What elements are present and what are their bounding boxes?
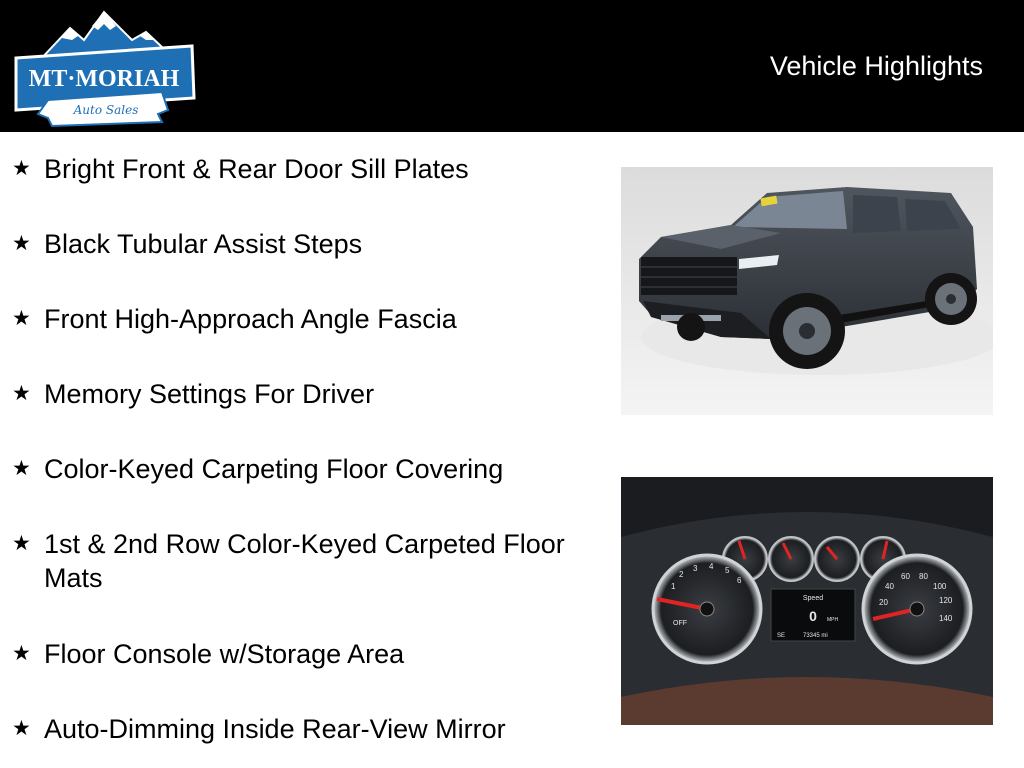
star-icon: ★ [12, 717, 31, 740]
highlight-text: Floor Console w/Storage Area [44, 639, 405, 669]
speed-unit: MPH [827, 617, 839, 623]
logo-name: MT·MORIAH [28, 66, 180, 92]
gear-indicator: SE [777, 633, 786, 639]
star-icon: ★ [12, 642, 31, 665]
tach-tick: 3 [693, 564, 698, 573]
list-item [12, 302, 592, 336]
suv-photo-icon [621, 167, 993, 415]
instrument-cluster-photo [621, 477, 993, 725]
highlight-text: Front High-Approach Angle Fascia [44, 304, 457, 334]
tach-tick: 4 [709, 562, 714, 571]
logo-tagline: Auto Sales [73, 103, 139, 117]
speed-label: Speed [802, 595, 824, 602]
speedo-tick: 100 [933, 582, 947, 591]
highlight-text: Color-Keyed Carpeting Floor Covering [44, 454, 504, 484]
tach-tick: 5 [725, 566, 730, 575]
speedo-tick: 120 [939, 596, 953, 605]
speedo-tick: 40 [885, 582, 894, 591]
tach-unit-label: OFF [673, 620, 687, 627]
star-icon: ★ [12, 457, 31, 480]
star-icon: ★ [12, 532, 31, 555]
highlights-list [0, 132, 600, 768]
page-title: Vehicle Highlights [769, 51, 983, 81]
list-item [12, 377, 592, 411]
tach-tick: 2 [679, 570, 684, 579]
star-icon: ★ [12, 382, 31, 405]
list-item [12, 637, 592, 671]
speedo-tick: 20 [879, 598, 888, 607]
star-icon: ★ [12, 307, 31, 330]
tach-tick: 6 [737, 576, 742, 585]
list-item [12, 452, 592, 486]
list-item [12, 712, 592, 746]
highlight-text: 1st & 2nd Row Color-Keyed Carpeted Floor Mats [44, 529, 565, 593]
highlight-text: Auto-Dimming Inside Rear-View Mirror [44, 714, 506, 744]
list-item [12, 527, 592, 595]
highlight-text: Bright Front & Rear Door Sill Plates [44, 154, 469, 184]
instrument-cluster-photo-icon [621, 477, 993, 725]
vehicle-exterior-photo [621, 167, 993, 415]
tach-tick: 1 [671, 582, 676, 591]
speedo-tick: 60 [901, 572, 910, 581]
list-item [12, 227, 592, 261]
star-icon: ★ [12, 232, 31, 255]
highlight-text: Memory Settings For Driver [44, 379, 375, 409]
dealer-logo [12, 6, 196, 128]
list-item [12, 152, 592, 186]
speedo-tick: 140 [939, 614, 953, 623]
highlight-text: Black Tubular Assist Steps [44, 229, 363, 259]
speed-value: 0 [809, 608, 817, 624]
speedo-tick: 80 [919, 572, 928, 581]
star-icon: ★ [12, 157, 31, 180]
header-bar [0, 0, 1024, 132]
odometer: 73345 mi [803, 633, 828, 639]
